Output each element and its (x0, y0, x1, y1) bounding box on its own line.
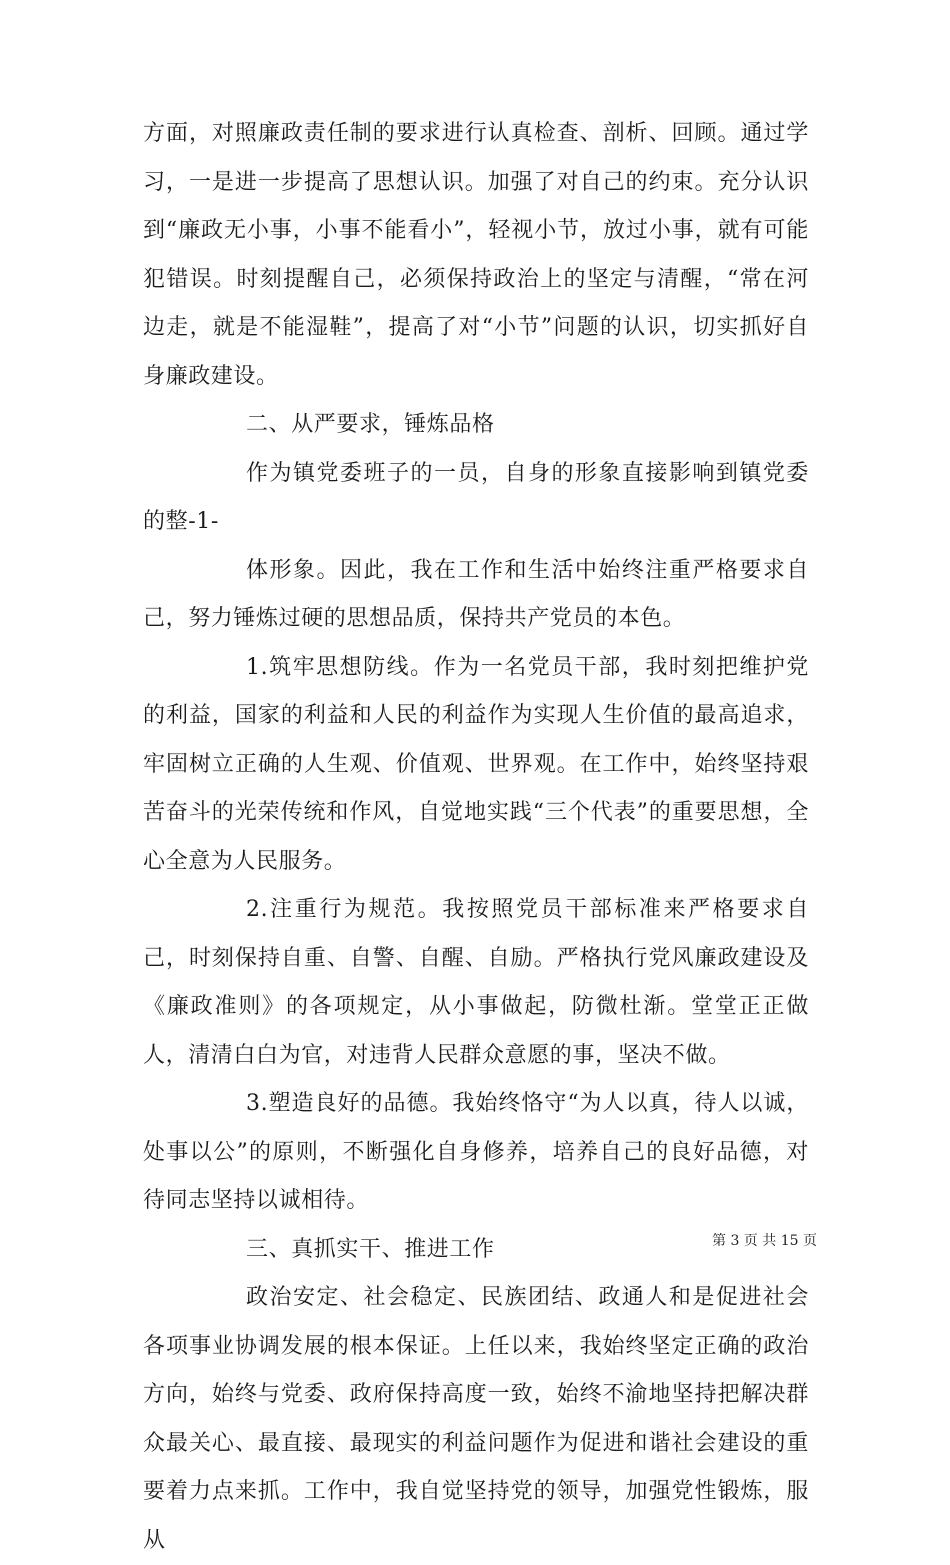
paragraph-image-intro: 作为镇党委班子的一员，自身的形象直接影响到镇党委的整-1- (143, 460, 809, 534)
section-heading-3: 三、真抓实干、推进工作 (246, 1236, 495, 1262)
page-number-footer: 第 3 页 共 15 页 (712, 1233, 817, 1249)
paragraph-point-2: 2.注重行为规范。我按照党员干部标准来严格要求自己，时刻保持自重、自警、自醒、自励。严格执行党风廉政建设及《廉政准则》的各项规定，从小事做起，防微杜渐。堂堂正正做人，清清白白为官，对违背人民群众意愿的事，坚决不做。 (143, 897, 809, 1068)
paragraph-point-3: 3.塑造良好的品德。我始终恪守“为人以真，待人以诚，处事以公”的原则，不断强化自身修养，培养自己的良好品德，对待同志坚持以诚相待。 (143, 1091, 809, 1213)
paragraph-point-1: 1.筑牢思想防线。作为一名党员干部，我时刻把维护党的利益，国家的利益和人民的利益作为实现人生价值的最高追求，牢固树立正确的人生观、价值观、世界观。在工作中，始终坚持艰苦奋斗的光荣传统和作风，自觉地实践“三个代表”的重要思想，全心全意为人民服务。 (143, 654, 809, 874)
paragraph-review: 方面，对照廉政责任制的要求进行认真检查、剖析、回顾。通过学习，一是进一步提高了思想认识。加强了对自己的约束。充分认识到“廉政无小事，小事不能看小”，轻视小节，放过小事，就有可能犯错误。时刻提醒自己，必须保持政治上的坚定与清醒，“常在河边走，就是不能湿鞋”，提高了对“小节”问题的认识，切实抓好自身廉政建设。 (143, 121, 809, 389)
section-heading-2: 二、从严要求，锤炼品格 (246, 412, 495, 437)
paragraph-image-continued: 体形象。因此，我在工作和生活中始终注重严格要求自己，努力锤炼过硬的思想品质，保持共产党员的本色。 (143, 557, 809, 631)
paragraph-work: 政治安定、社会稳定、民族团结、政通人和是促进社会各项事业协调发展的根本保证。上任以来，我始终坚定正确的政治方向，始终与党委、政府保持高度一致，始终不渝地坚持把解决群众最关心、最直接、最现实的利益问题作为促进和谐社会建设的重要着力点来抓。工作中，我自觉坚持党的领导，加强党性锻炼，服从 (143, 1285, 809, 1553)
body-text (143, 110, 809, 1565)
